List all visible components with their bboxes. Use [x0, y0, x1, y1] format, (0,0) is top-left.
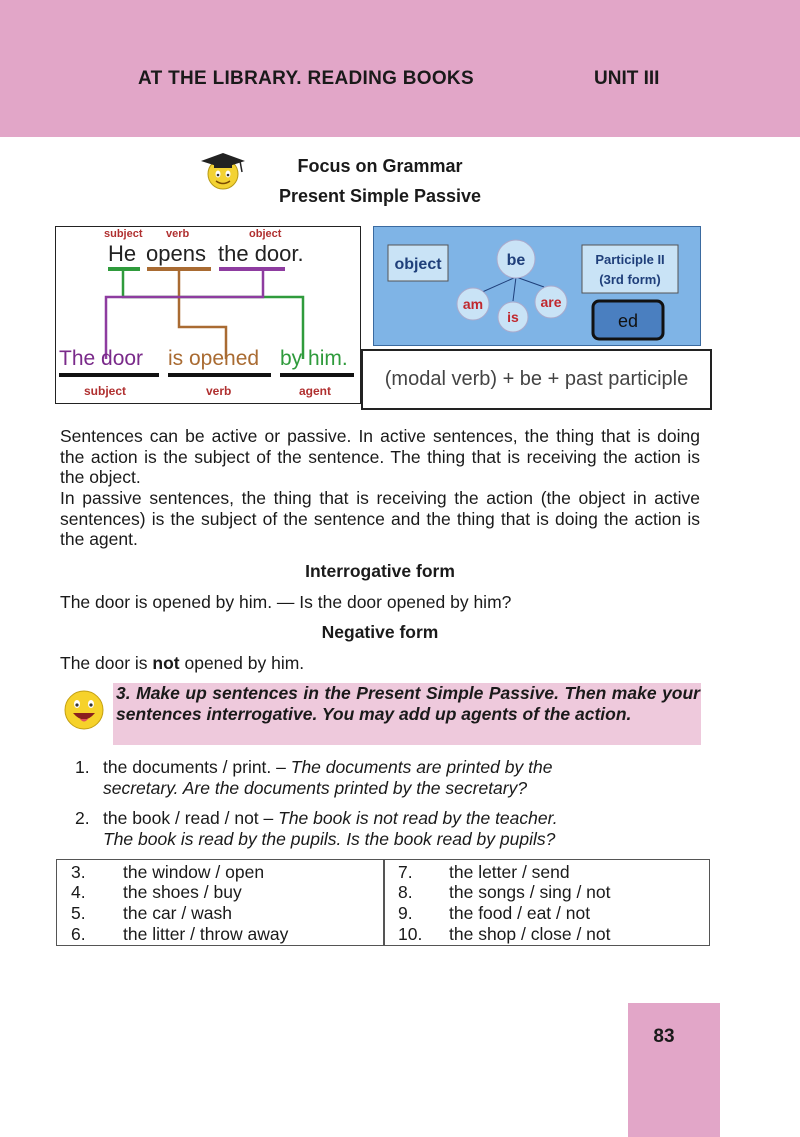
example-item-number: 1. [75, 757, 90, 777]
table-cell-text: the letter / send [449, 862, 570, 882]
table-cell-number: 7. [398, 862, 413, 882]
exercise-table [56, 859, 710, 946]
explanation-paragraph-2: In passive sentences, the thing that is receiving the action (the object in active sentences) is the subject of the sentence and the thing that is doing the action is the agent. [60, 488, 700, 550]
top-label-subject: subject [104, 228, 143, 240]
object-label: object [394, 256, 442, 273]
table-cell-number: 9. [398, 903, 413, 923]
table-cell-text: the shoes / buy [123, 882, 242, 902]
table-cell-text: the food / eat / not [449, 903, 591, 923]
example-item-prompt: the book / read / not – [103, 808, 279, 828]
table-cell-number: 3. [71, 862, 86, 882]
be-label: be [506, 252, 526, 269]
focus-heading: Focus on Grammar [297, 156, 463, 176]
table-cell-text: the litter / throw away [123, 924, 289, 944]
top-label-verb: verb [166, 228, 190, 240]
am-label: am [462, 296, 484, 312]
active-word-opens: opens [146, 241, 206, 266]
example-item-number: 2. [75, 808, 90, 828]
table-cell-text: the shop / close / not [449, 924, 611, 944]
passive-structure-diagram [373, 226, 701, 346]
negative-heading: Negative form [321, 622, 439, 642]
active-word-object: the door. [218, 241, 304, 266]
table-cell-number: 10. [398, 924, 423, 944]
passive-formula: (modal verb) + be + past participle [384, 368, 689, 390]
explanation-paragraph-1: Sentences can be active or passive. In active sentences, the thing that is doing the action is the subject of the sentence. The thing that is receiving the action is the object. [60, 426, 700, 488]
page-number-band [628, 1003, 720, 1137]
table-cell-number: 5. [71, 903, 86, 923]
bottom-label-subject: subject [84, 384, 127, 398]
are-label: are [540, 294, 562, 310]
table-cell-text: the songs / sing / not [449, 882, 611, 902]
formula-box [361, 349, 712, 410]
table-cell-number: 8. [398, 882, 413, 902]
smiley-icon [62, 688, 106, 732]
example-item [103, 757, 552, 778]
is-label: is [507, 309, 519, 325]
example-item-answer: The documents are printed by the [290, 757, 553, 777]
active-word-he: He [108, 241, 137, 266]
negative-example-before: The door is [60, 653, 153, 673]
example-item-prompt: the documents / print. – [103, 757, 291, 777]
table-cell-text: the car / wash [123, 903, 232, 923]
table-cell-number: 6. [71, 924, 86, 944]
page-title: AT THE LIBRARY. READING BOOKS [138, 68, 474, 89]
active-passive-diagram [55, 226, 361, 404]
grammar-topic: Present Simple Passive [278, 186, 482, 206]
negative-example [60, 653, 304, 674]
negative-not-word: not [152, 653, 180, 673]
negative-example-after: opened by him. [179, 653, 305, 673]
example-item-answer-continued: The book is read by the pupils. Is the book read by pupils? [103, 829, 556, 849]
ed-label: ed [617, 311, 639, 331]
table-cell-number: 4. [71, 882, 86, 902]
participle-form-label: (3rd form) [599, 272, 661, 287]
example-item [103, 808, 558, 829]
example-item-answer-continued: secretary. Are the documents printed by the secretary? [103, 778, 528, 798]
unit-label: UNIT III [594, 68, 660, 89]
bottom-label-verb: verb [206, 384, 232, 398]
table-cell-text: the window / open [123, 862, 265, 882]
exercise-instruction: 3. Make up sentences in the Present Simple Passive. Then make your sentences interrogative. You may add up agents of the action. [116, 683, 700, 724]
example-item-answer: The book is not read by the teacher. [278, 808, 558, 828]
page-number: 83 [653, 1026, 675, 1047]
passive-word-subject: The door [59, 347, 144, 370]
interrogative-heading: Interrogative form [305, 561, 455, 581]
interrogative-example: The door is opened by him. — Is the door opened by him? [60, 592, 512, 612]
passive-word-agent: by him. [280, 347, 348, 370]
bottom-label-agent: agent [299, 384, 332, 398]
participle-label: Participle II [595, 252, 665, 267]
top-label-object: object [249, 228, 282, 240]
passive-word-verb: is opened [168, 347, 260, 370]
